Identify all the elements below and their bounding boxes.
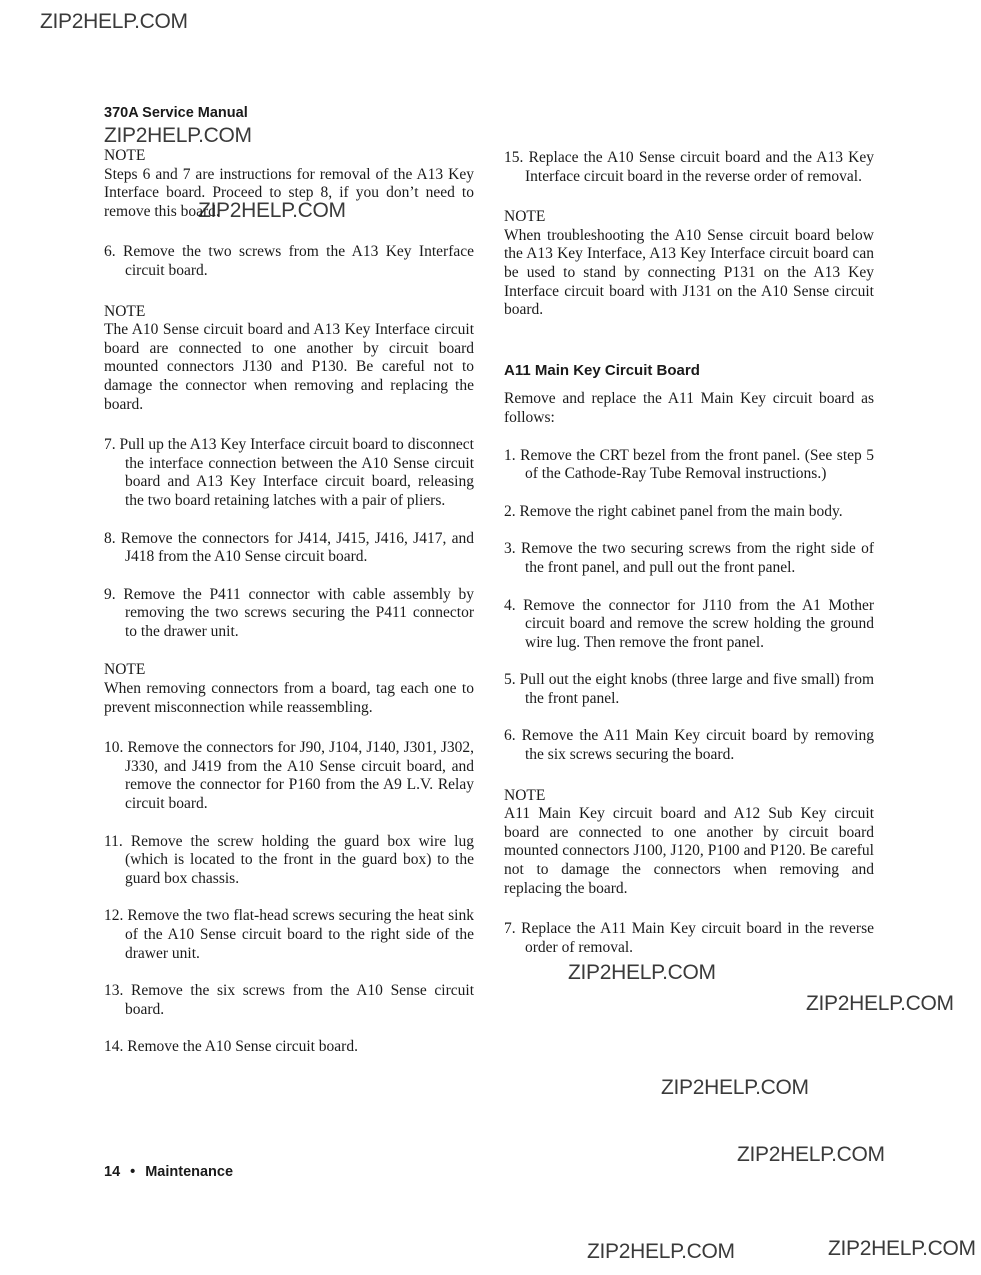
watermark: ZIP2HELP.COM: [587, 1240, 735, 1263]
step-7: 7. Pull up the A13 Key Interface circuit board to disconnect the interface connection between the A10 Sense circuit board and A13 Key Interface circuit board, releasing the two board retaining latches with a pair of pliers.: [104, 436, 474, 509]
note-label: NOTE: [104, 661, 146, 679]
step-4: 4. Remove the connector for J110 from the A1 Mother circuit board and remove the screw holding the ground wire lug. Then remove the front panel.: [504, 596, 874, 651]
step-3: 3. Remove the two securing screws from the right side of the front panel, and pull out the front panel.: [504, 540, 874, 576]
right-column: [504, 149, 874, 957]
watermark: ZIP2HELP.COM: [828, 1237, 976, 1260]
watermark: ZIP2HELP.COM: [568, 961, 716, 984]
note-label: NOTE: [104, 147, 146, 164]
watermark: ZIP2HELP.COM: [104, 124, 252, 147]
step-6: 6. Remove the A11 Main Key circuit board by removing the six screws securing the board.: [504, 727, 874, 764]
note-label: NOTE: [504, 786, 546, 804]
section-heading: A11 Main Key Circuit Board: [504, 361, 700, 379]
step-9: 9. Remove the P411 connector with cable assembly by removing the two screws securing the P411 connector to the drawer unit.: [104, 585, 474, 640]
watermark: ZIP2HELP.COM: [737, 1143, 885, 1166]
page-number: 14: [104, 1164, 121, 1180]
left-column: [104, 147, 474, 1057]
step-12: 12. Remove the two flat-head screws securing the heat sink of the A10 Sense circuit board to the right side of the drawer unit.: [104, 907, 474, 962]
note-label: NOTE: [104, 302, 146, 320]
step-11: 11. Remove the screw holding the guard box wire lug (which is located to the front in the guard box) to the guard box chassis.: [104, 832, 474, 887]
note-text: When removing connectors from a board, tag each one to prevent misconnection while reassembling.: [104, 680, 474, 716]
bullet-icon: •: [130, 1164, 136, 1180]
note-text: A11 Main Key circuit board and A12 Sub Key circuit board are connected to one another by circuit board mounted connectors J100, J120, P100 and P120. Be careful not to damage the connectors when removing and replacing the board.: [504, 805, 874, 897]
watermark: ZIP2HELP.COM: [806, 992, 954, 1015]
note-label: NOTE: [504, 208, 546, 226]
watermark: ZIP2HELP.COM: [40, 10, 188, 33]
section-intro: Remove and replace the A11 Main Key circuit board as follows:: [504, 390, 874, 426]
step-13: 13. Remove the six screws from the A10 Sense circuit board.: [104, 982, 474, 1018]
note-text: The A10 Sense circuit board and A13 Key Interface circuit board are connected to one another by circuit board mounted connectors J130 and P130. Be careful not to damage the connector when removing and replacing the board.: [104, 321, 474, 413]
watermark: ZIP2HELP.COM: [661, 1076, 809, 1099]
step-8: 8. Remove the connectors for J414, J415, J416, J417, and J418 from the A10 Sense circuit board.: [104, 529, 474, 566]
step-6: 6. Remove the two screws from the A13 Key Interface circuit board.: [104, 243, 474, 279]
running-header: 370A Service Manual: [104, 105, 248, 121]
step-15: 15. Replace the A10 Sense circuit board and the A13 Key Interface circuit board in the reverse order of removal.: [504, 149, 874, 185]
watermark: ZIP2HELP.COM: [198, 199, 346, 222]
step-7: 7. Replace the A11 Main Key circuit board in the reverse order of removal.: [504, 920, 874, 956]
step-1: 1. Remove the CRT bezel from the front panel. (See step 5 of the Cathode-Ray Tube Removal instructions.): [504, 446, 874, 483]
page-footer: [104, 1164, 233, 1180]
step-5: 5. Pull out the eight knobs (three large and five small) from the front panel.: [504, 671, 874, 707]
step-14: 14. Remove the A10 Sense circuit board.: [104, 1038, 358, 1056]
note-text: When troubleshooting the A10 Sense circuit board below the A13 Key Interface, A13 Key Interface circuit board can be used to stand by connecting P131 on the A13 Key Interface circuit board with J131 on the A10 Sense circuit board.: [504, 226, 874, 319]
step-10: 10. Remove the connectors for J90, J104, J140, J301, J302, J330, and J419 from the A10 Sense circuit board, and remove the connector for P160 from the A9 L.V. Relay circuit board.: [104, 739, 474, 813]
step-2: 2. Remove the right cabinet panel from the main body.: [504, 502, 843, 520]
section-name: Maintenance: [145, 1164, 234, 1180]
note-text: Steps 6 and 7 are instructions for removal of the A13 Key Interface board. Proceed to step 8, if you don’t need to remove this board.: [104, 165, 474, 220]
